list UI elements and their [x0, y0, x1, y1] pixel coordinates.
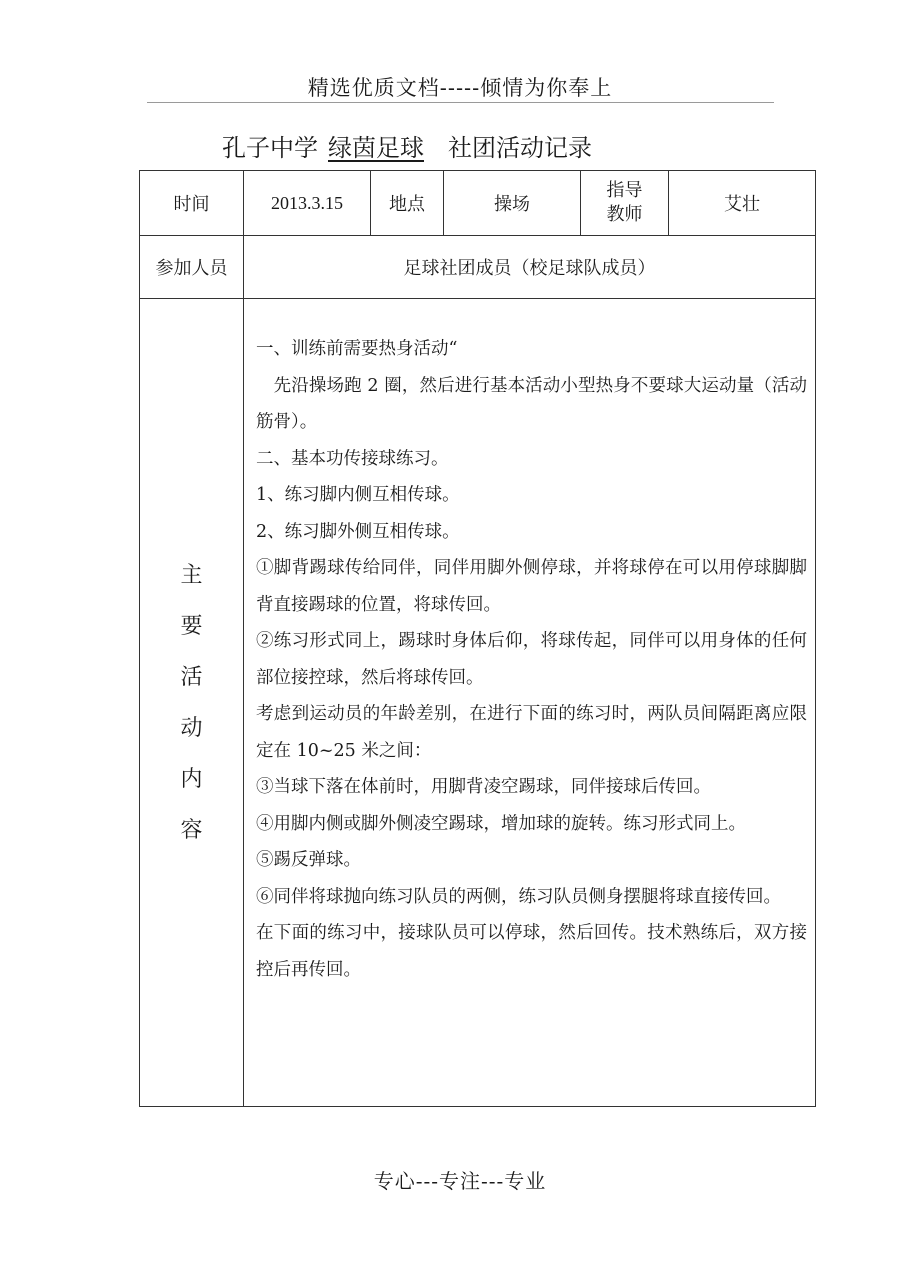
- place-label: 地点: [371, 171, 444, 236]
- teacher-label: [581, 171, 669, 236]
- main-label-stack: [140, 550, 243, 856]
- content-paragraph: 在下面的练习中，接球队员可以停球，然后回传。技术熟练后，双方接控后再传回。: [256, 923, 807, 980]
- title-suffix: 社团活动记录: [448, 134, 592, 162]
- content-paragraph: 2、练习脚外侧互相传球。: [256, 521, 460, 542]
- info-row: [140, 171, 816, 236]
- header-divider: [147, 102, 774, 103]
- content-paragraph: ⑥同伴将球抛向练习队员的两侧，练习队员侧身摆腿将球直接传回。: [256, 886, 781, 907]
- place-value: 操场: [444, 171, 581, 236]
- content-paragraph: ①脚背踢球传给同伴，同伴用脚外侧停球，并将球停在可以用停球脚脚背直接踢球的位置，将球传回。: [256, 558, 807, 615]
- club-name: 绿茵足球: [328, 134, 424, 162]
- page-footer: 专心---专注---专业: [373, 1169, 547, 1193]
- main-content-text: [244, 299, 815, 988]
- teacher-value: 艾壮: [669, 171, 816, 236]
- participants-value: 足球社团成员（校足球队成员）: [244, 236, 816, 299]
- content-paragraph: ⑤踢反弹球。: [256, 850, 361, 870]
- participants-row: [140, 236, 816, 299]
- participants-label: 参加人员: [140, 236, 244, 299]
- main-label-char: 容: [180, 817, 203, 843]
- activity-record-table: [139, 170, 816, 1107]
- content-paragraph: ②练习形式同上，踢球时身体后仰，将球传起，同伴可以用身体的任何部位接控球，然后将球传回。: [256, 631, 807, 688]
- content-paragraph: ③当球下落在体前时，用脚背凌空踢球，同伴接球后传回。: [256, 777, 711, 797]
- time-value: 2013.3.15: [244, 171, 371, 236]
- main-content-row: [140, 299, 816, 1107]
- document-title: [222, 128, 592, 163]
- content-paragraph: 一、训练前需要热身活动“: [256, 339, 458, 359]
- school-name: 孔子中学: [222, 134, 318, 162]
- main-label-char: 要: [180, 613, 203, 639]
- content-paragraph: 1、练习脚内侧互相传球。: [256, 485, 460, 505]
- content-paragraph: 考虑到运动员的年龄差别，在进行下面的练习时，两队员间隔距离应限定在 10~25 米之间：: [256, 704, 807, 761]
- page-header: 精选优质文档-----倾情为你奉上: [307, 76, 613, 100]
- main-label-char: 主: [180, 562, 203, 588]
- teacher-label-line2: 教师: [606, 204, 643, 225]
- content-paragraph: 二、基本功传接球练习。: [256, 448, 449, 469]
- main-label-char: 内: [180, 766, 203, 792]
- main-label-char: 动: [180, 715, 203, 741]
- content-paragraph: 先沿操场跑 2 圈，然后进行基本活动小型热身不要球大运动量（活动筋骨）。: [256, 375, 807, 432]
- main-content-label: [140, 299, 244, 1107]
- teacher-label-line1: 指导: [606, 180, 643, 201]
- time-label: 时间: [140, 171, 244, 236]
- main-content-cell: [244, 299, 816, 1107]
- content-paragraph: ④用脚内侧或脚外侧凌空踢球，增加球的旋转。练习形式同上。: [256, 813, 746, 834]
- main-label-char: 活: [180, 664, 203, 690]
